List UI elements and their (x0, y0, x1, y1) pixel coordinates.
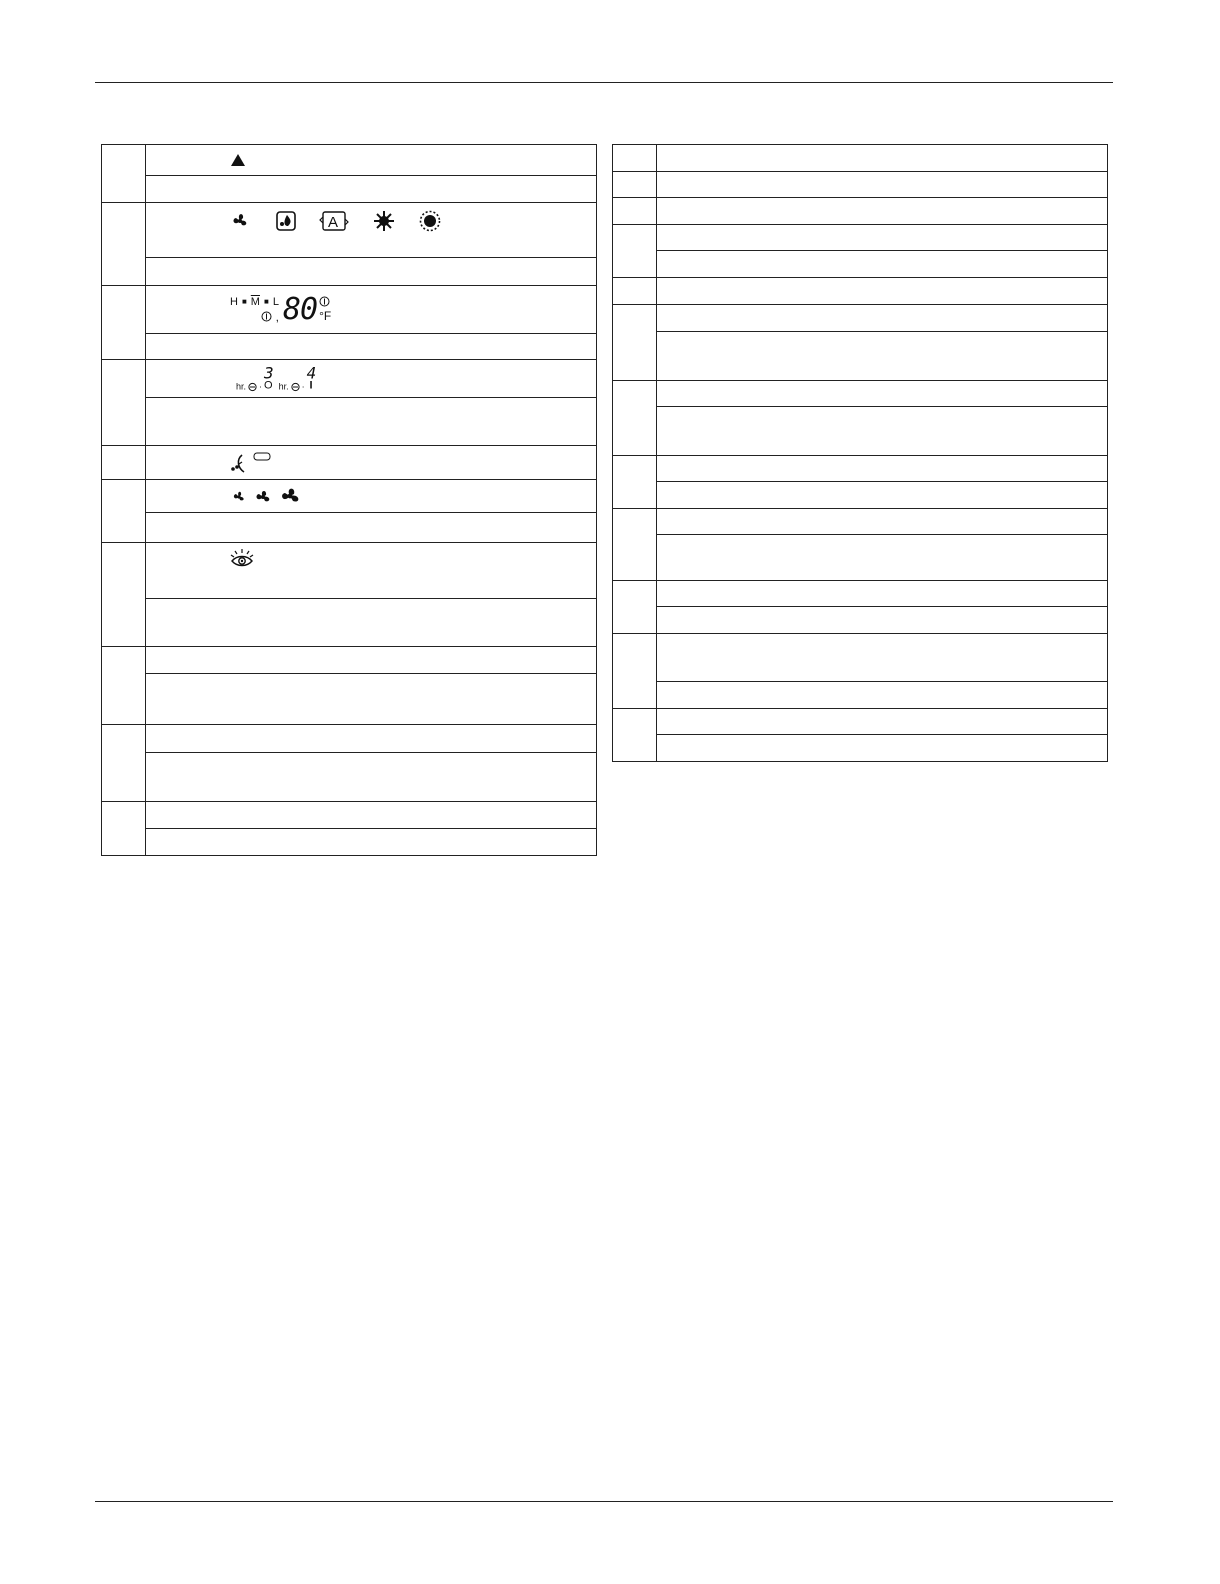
temperature-unit: °F (319, 308, 332, 323)
timer-off-unit: hr. (236, 381, 247, 391)
right-indicator-table (612, 144, 1108, 762)
row-number-cell (613, 509, 657, 581)
swing-louver-icon (230, 452, 274, 474)
timer-display (236, 363, 316, 391)
row-number-cell (102, 145, 146, 203)
description-cell (657, 251, 1108, 278)
row-number-cell (102, 360, 146, 446)
symbol-cell (146, 543, 597, 599)
fan-speed-temperature-display: H ■ $\overline{M}$ ■ L , 80 °F (230, 291, 332, 327)
row-number-cell (102, 203, 146, 286)
clock-icon (319, 296, 330, 307)
description-cell (657, 407, 1108, 456)
heat-mode-icon (421, 212, 440, 231)
symbol-cell (146, 725, 597, 753)
description-cell (657, 145, 1108, 172)
description-cell (657, 735, 1108, 762)
description-cell (657, 607, 1108, 634)
dry-mode-icon (277, 212, 295, 230)
row-number-cell (613, 709, 657, 762)
fan-level-medium: $\overline{M}$ (250, 295, 260, 308)
row-number-cell (613, 581, 657, 634)
description-cell (146, 176, 597, 203)
description-cell (657, 305, 1108, 332)
description-cell (657, 581, 1108, 607)
symbol-cell (146, 480, 597, 513)
timer-on-state: I (309, 379, 313, 391)
row-number-cell (613, 305, 657, 381)
fan-speed-high-icon (282, 489, 298, 502)
sensor-eye-icon (230, 549, 254, 567)
description-cell (657, 172, 1108, 198)
row-number-cell (613, 198, 657, 225)
description-cell (146, 829, 597, 856)
row-number-cell (102, 286, 146, 360)
description-cell (146, 753, 597, 802)
timer-off-digit: 3 (264, 363, 273, 382)
symbol-cell (146, 802, 597, 829)
fan-level-low: L (272, 295, 279, 308)
description-cell (657, 535, 1108, 581)
row-number-cell (102, 802, 146, 856)
symbol-cell (146, 446, 597, 480)
timer-off-display: hr. · 3 O (236, 363, 273, 391)
description-cell (657, 381, 1108, 407)
footer-rule (95, 1501, 1113, 1502)
temperature-digits: 80 (282, 291, 318, 327)
description-cell (146, 599, 597, 647)
row-number-cell (102, 725, 146, 802)
left-indicator-table (101, 144, 597, 856)
fan-speed-low-icon (234, 492, 244, 501)
description-cell (657, 509, 1108, 535)
description-cell (657, 482, 1108, 509)
symbol-cell (146, 286, 597, 334)
fan-level-high: H (230, 295, 238, 308)
row-number-cell (102, 446, 146, 480)
row-number-cell (613, 225, 657, 278)
header-rule (95, 82, 1113, 83)
row-number-cell (613, 145, 657, 172)
fan-mode-icon (233, 214, 246, 225)
description-cell (657, 709, 1108, 735)
row-number-cell (613, 381, 657, 456)
fan-speed-medium-icon (256, 491, 269, 501)
symbol-cell (146, 145, 597, 176)
symbol-cell (146, 203, 597, 258)
description-cell (657, 634, 1108, 682)
description-cell (146, 258, 597, 286)
description-cell (657, 225, 1108, 251)
cool-mode-icon (374, 211, 394, 231)
timer-on-display: hr. · 4 I (278, 363, 316, 391)
description-cell (657, 456, 1108, 482)
timer-on-unit: hr. (278, 381, 289, 391)
description-cell (657, 332, 1108, 381)
timer-on-digit: 4 (306, 363, 316, 382)
row-number-cell (102, 480, 146, 543)
symbol-cell (146, 647, 597, 674)
description-cell (657, 278, 1108, 305)
description-cell (146, 513, 597, 543)
row-number-cell (613, 172, 657, 198)
row-number-cell (613, 634, 657, 709)
symbol-cell (146, 360, 597, 398)
description-cell (146, 398, 597, 446)
clock-icon (248, 382, 257, 391)
row-number-cell (102, 647, 146, 725)
description-cell (657, 198, 1108, 225)
description-cell (146, 674, 597, 725)
timer-off-state: O (264, 379, 273, 391)
clock-icon (261, 311, 272, 322)
description-cell (657, 682, 1108, 709)
svg-text:A: A (328, 214, 339, 231)
description-cell (146, 334, 597, 360)
row-number-cell (613, 278, 657, 305)
auto-mode-icon (320, 212, 348, 231)
row-number-cell (613, 456, 657, 509)
clock-icon (291, 382, 300, 391)
row-number-cell (102, 543, 146, 647)
up-triangle-icon (230, 153, 246, 167)
